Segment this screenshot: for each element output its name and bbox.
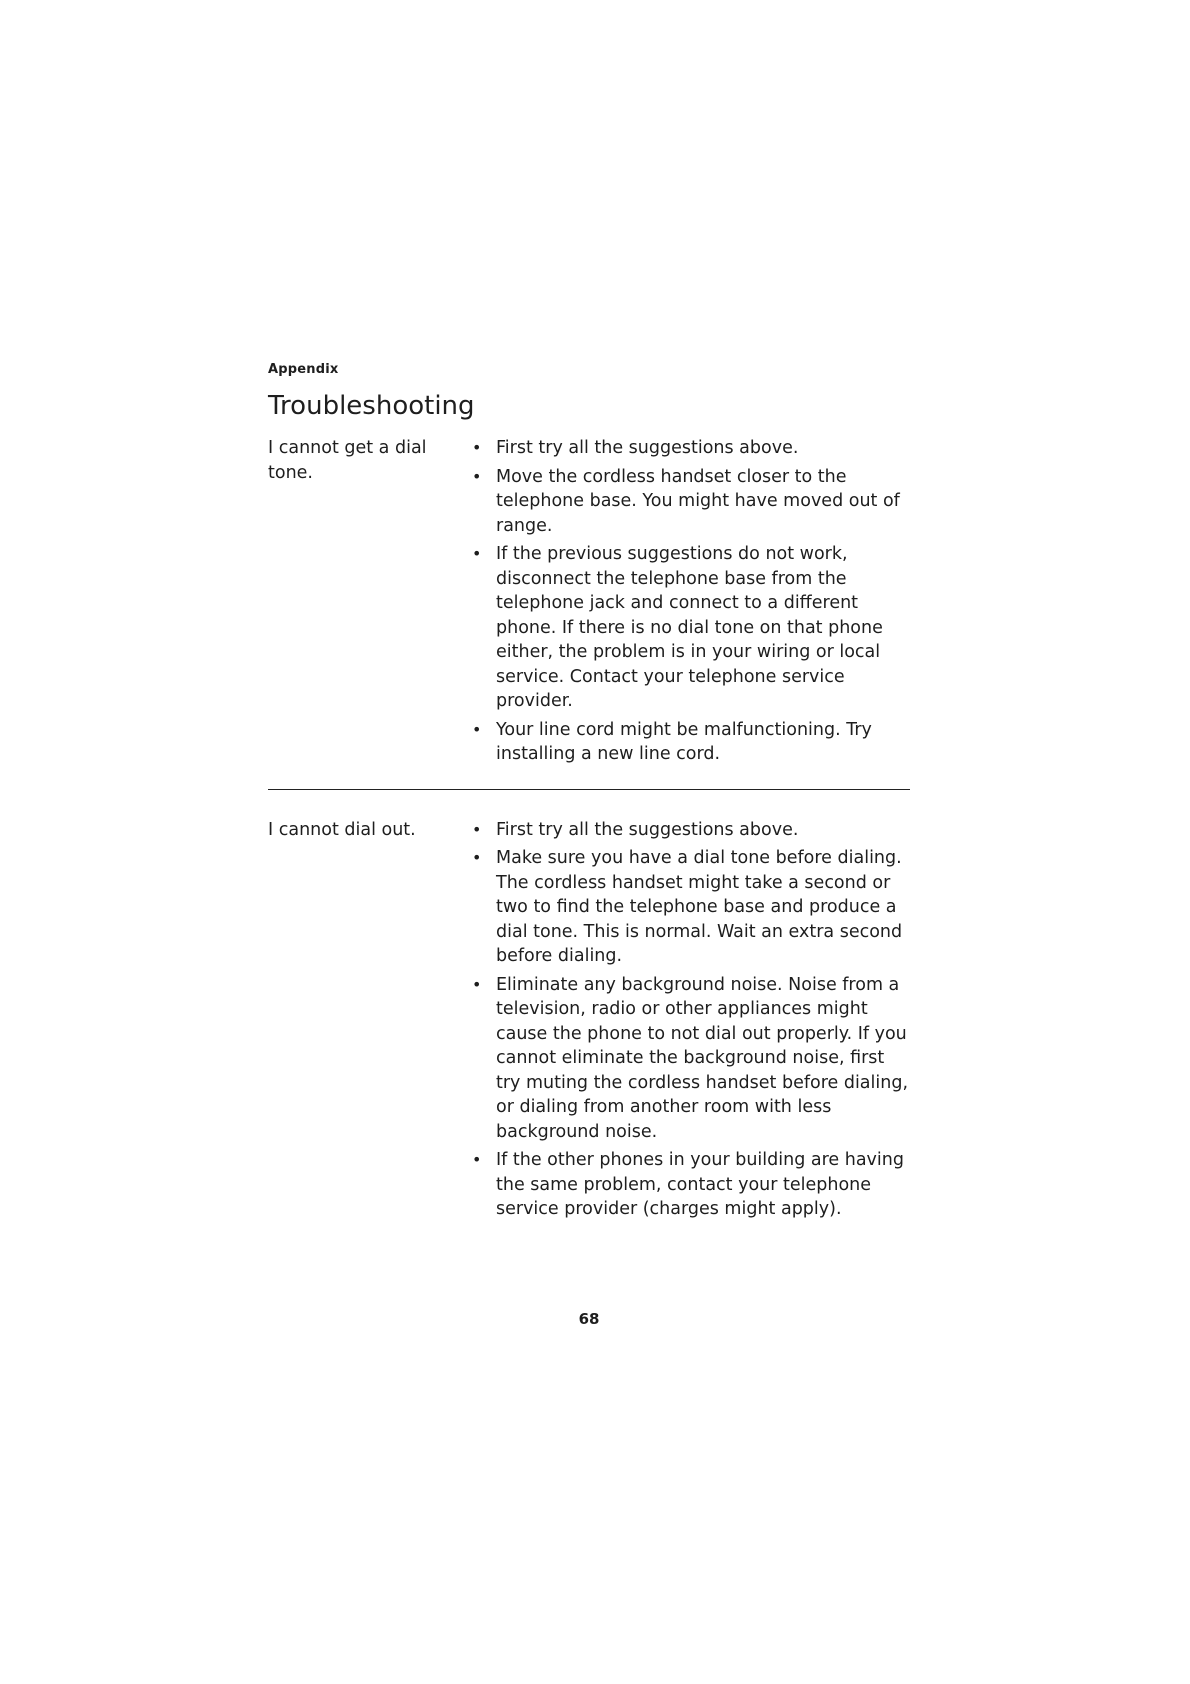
solution-item <box>472 846 910 969</box>
problem-text: I cannot dial out. <box>268 819 416 840</box>
solution-text: Eliminate any background noise. Noise from a television, radio or other appliances might cause the phone to not dial out properly. If you cannot eliminate the background noise, first try muting the cordless handset before dialing, or dialing from another room with less background noise. <box>496 974 909 1142</box>
solution-text: Move the cordless handset closer to the telephone base. You might have moved out of range. <box>496 466 900 536</box>
solution-list <box>468 818 910 1222</box>
page-title: Troubleshooting <box>268 391 475 421</box>
solution-text: First try all the suggestions above. <box>496 819 799 840</box>
bullet-icon: • <box>472 1150 482 1169</box>
bullet-icon: • <box>472 466 482 486</box>
troubleshooting-row-no-dial-tone <box>268 436 910 767</box>
solution-item <box>472 718 910 767</box>
bullet-icon: • <box>472 544 482 563</box>
solution-item <box>472 818 910 843</box>
solution-text: If the other phones in your building are having the same problem, contact your telephone service provider (charges might apply). <box>496 1150 904 1219</box>
problem-text: I cannot get a dial tone. <box>268 438 427 483</box>
troubleshooting-table <box>268 436 910 1222</box>
solution-item <box>472 973 910 1145</box>
solution-text: Make sure you have a dial tone before dialing. The cordless handset might take a second or two to find the telephone base and produce a dial tone. This is normal. Wait an extra second before dialing. <box>496 848 903 966</box>
bullet-icon: • <box>472 719 482 739</box>
solution-text: If the previous suggestions do not work, disconnect the telephone base from the telephone jack and connect to a different phone. If there is no dial tone on that phone either, the problem is in your wiring or local service. Contact your telephone service provider. <box>496 544 883 711</box>
bullet-icon: • <box>472 974 482 994</box>
page-number: 68 <box>578 1310 600 1328</box>
section-label: Appendix <box>268 362 339 377</box>
solution-item <box>472 465 910 539</box>
solution-list <box>468 436 910 767</box>
solution-item <box>472 542 910 714</box>
solution-text: Your line cord might be malfunctioning. Try installing a new line cord. <box>496 719 872 764</box>
solution-item <box>472 436 910 461</box>
solution-item <box>472 1148 910 1222</box>
bullet-icon: • <box>472 438 482 457</box>
troubleshooting-row-cannot-dial-out <box>268 789 910 1222</box>
solution-text: First try all the suggestions above. <box>496 438 799 458</box>
bullet-icon: • <box>472 848 482 867</box>
bullet-icon: • <box>472 819 482 839</box>
